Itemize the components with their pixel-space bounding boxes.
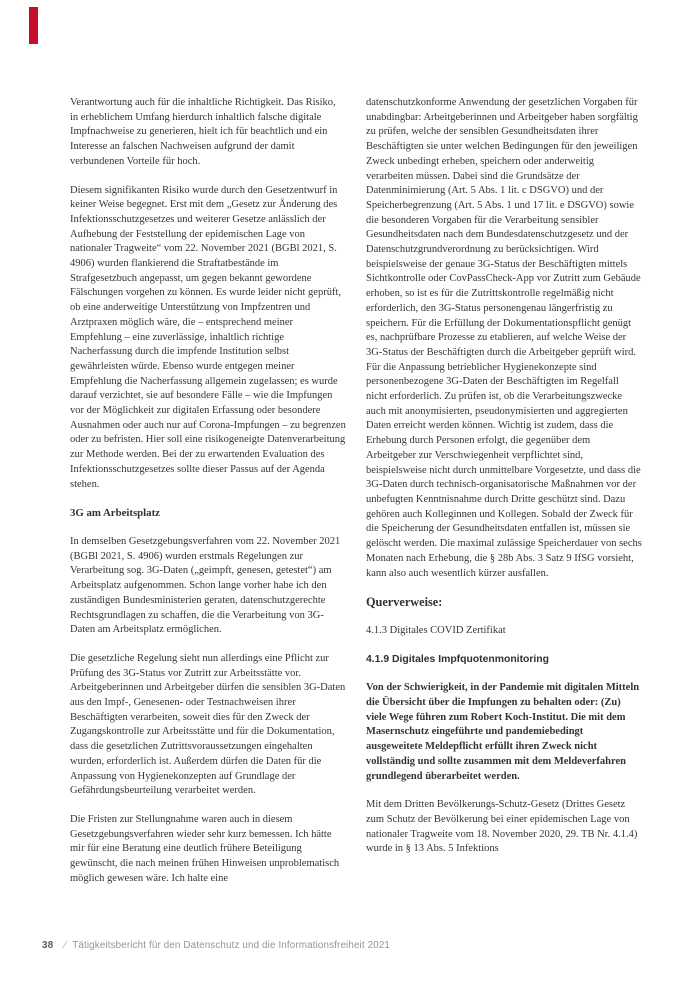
- paragraph: Verantwortung auch für die inhaltliche Richtigkeit. Das Risiko, in erheblichem Umfang hierdurch inhaltlich falsche digitale Impfnachweise zu generieren, hielt ich für beachtlich und ein Interesse an falschen Nachweisen aufgrund der damit verbundenen Vorteile für hoch.: [70, 97, 336, 167]
- paragraph: Diesem signifikanten Risiko wurde durch den Gesetzentwurf in keiner Weise begegnet. Erst mit dem „Gesetz zur Änderung des Infektionsschutzgesetzes und weiterer Gesetze anlässlich der Aufhebung der Feststellung der epidemischen Lage von nationaler Tragweite“ vom 22. November 2021 (BGBl 2021, S. 4906) wurden flankierend die Straftatbestände im Strafgesetzbuch angepasst, um gegen bekannt gewordene Fälschungen vorgehen zu können. Es wurde leider nicht geprüft, ob eine anderweitige Unterstützung von Impfzentren und Arztpraxen möglich wäre, die – entsprechend meiner Empfehlung – eine zuverlässige, inhaltlich richtige Nacherfassung durch die impfende Institution selbst gewährleisten würde. Ebenso wurde entgegen meiner Empfehlung die Nacherfassung allgemein zugelassen; es wurde darauf verzichtet, sie auf besondere Fälle – wie die Impfungen vor der Möglichkeit zur digitalen Erfassung oder besondere Ausnahmen oder auch nur auf Corona-Impfungen – zu begrenzen oder zu befristen. Hier soll eine risikogeneigte Datenverarbeitung zur Methode werden. Bei der zu erwartenden Evaluation des Infektionsschutzgesetzes sollte dieser Passus auf der Agenda stehen.: [70, 184, 346, 490]
- page-footer: [42, 940, 390, 952]
- crossref-item: 4.1.3 Digitales COVID Zertifikat: [366, 624, 506, 636]
- chapter-marker-tab: [29, 7, 38, 44]
- crossref-heading: Querverweise:: [366, 595, 443, 610]
- right-column: [366, 96, 642, 886]
- subsection-heading-3g-arbeitsplatz: 3G am Arbeitsplatz: [70, 507, 160, 520]
- text-columns: [70, 96, 642, 886]
- paragraph: Mit dem Dritten Bevölkerungs-Schutz-Gesetz (Drittes Gesetz zum Schutz der Bevölkerung bei einer epidemischen Lage von nationaler Tragweite vom 18. November 2020, 29. TB Nr. 4.1.4) wurde in § 13 Abs. 5 Infektions: [366, 799, 638, 855]
- page-number: 38: [42, 940, 54, 951]
- section-heading-419: 4.1.9 Digitales Impfquotenmonitoring: [366, 653, 550, 665]
- left-column: [70, 96, 346, 886]
- footer-report-title: Tätigkeitsbericht für den Datenschutz und die Informationsfreiheit 2021: [72, 940, 391, 951]
- paragraph: In demselben Gesetzgebungsverfahren vom 22. November 2021 (BGBl 2021, S. 4906) wurden erstmals Regelungen zur Verarbeitung sog. 3G-Daten („geimpft, genesen, getestet“) am Arbeitsplatz aufgenommen. Schon lange vorher habe ich den zuständigen Bundesministerien geraten, datenschutzgerechte Rechtsgrundlagen zu schaffen, die die Verarbeitung von 3G-Daten am Arbeitsplatz ermöglichen.: [70, 535, 341, 636]
- footer-slash-divider: /: [61, 940, 67, 951]
- lead-paragraph: Von der Schwierigkeit, in der Pandemie mit digitalen Mitteln die Übersicht über die Impfungen zu behalten oder: (Zu) viele Wege führen zum Robert Koch-Institut. Die mit dem Masernschutz eingeführte und pandemiebedingt ausgeweitete Meldepflicht erfüllt ihren Zweck nicht vollständig und sollte zusammen mit dem Meldeverfahren grundlegend überarbeitet werden.: [366, 682, 640, 782]
- paragraph: Die Fristen zur Stellungnahme waren auch in diesem Gesetzgebungsverfahren wieder sehr kurz bemessen. Ich hätte mir für eine Beratung eine deutlich frühere Beteiligung gewünscht, die nach meinen frühen Hinweisen unproblematisch möglich gewesen wäre. Ich halte eine: [70, 813, 340, 884]
- paragraph: datenschutzkonforme Anwendung der gesetzlichen Vorgaben für unabdingbar: Arbeitgeberinnen und Arbeitgeber haben sorgfältig zu prüfen, welche der sensiblen Gesundheitsdaten ihrer Beschäftigten sie unter welchen Bedingungen für den jeweiligen Zweck unbedingt erheben, speichern oder anderweitig verarbeiten müssen. Dabei sind die Grundsätze der Datenminimierung (Art. 5 Abs. 1 lit. c DSGVO) und der Speicherbegrenzung (Art. 5 Abs. 1 und 17 lit. e DSGVO) sowie die besonderen Vorgaben für die Verarbeitung sensibler Gesundheitsdaten nach dem Bundesdatenschutzgesetz und der Datenschutzgrundverordnung zu berücksichtigen. Wird beispielsweise der genaue 3G-Status der Beschäftigten mittels Sichtkontrolle oder CovPassCheck-App vor Zutritt zum Gebäude erhoben, so ist es für die Zutrittskontrolle regelmäßig nicht erforderlich, den 3G-Status personengenau längerfristig zu speichern. Für die Erfüllung der Dokumentationspflicht genügt es, nachprüfbare Prozesse zu etablieren, auf welche Weise der 3G-Status der Beschäftigten durch die Arbeitgeber geprüft wird. Für die Anpassung betrieblicher Hygienekonzepte sind personenbezogene 3G-Daten der Beschäftigten im Regelfall nicht erforderlich. Zu prüfen ist, ob die Verarbeitungszwecke auch mit anonymisierten, pseudonymisierten und aggregierten Daten erreicht werden können. Wichtig ist zudem, dass die Erhebung durch Personen erfolgt, die gegenüber dem Arbeitgeber zur Verschwiegenheit verpflichtet sind, beispielsweise nicht durch unmittelbare Vorgesetzte, und dass die 3G-Daten durch technisch-organisatorische Maßnahmen vor der unbefugten Kenntnisnahme durch Dritte geschützt sind. Dazu gehören auch Kolleginnen und Kollegen. Sobald der Zweck für die Speicherung der Gesundheitsdaten entfallen ist, müssen sie gelöscht werden. Die maximal zulässige Speicherdauer von sechs Monaten nach Erhebung, die § 28b Abs. 3 Satz 9 IfSG vorsieht, kann also auch wesentlich kürzer ausfallen.: [366, 97, 642, 579]
- paragraph: Die gesetzliche Regelung sieht nun allerdings eine Pflicht zur Prüfung des 3G-Status vor Zutritt zur Arbeitsstätte vor. Arbeitgeberinnen und Arbeitgeber dürfen die sensiblen 3G-Daten aus den Impf-, Genesenen- oder Testnachweisen ihrer Beschäftigten verarbeiten, soweit dies für den Zweck der Zugangskontrolle zur Arbeitsstätte und für die Dokumentation, dass die gesetzlichen Zutrittsvoraussetzungen eingehalten wurden, erforderlich ist. Außerdem dürfen die Daten für die Anpassung von Hygienekonzepten auf Grundlage der Gefährdungsbeurteilung verarbeitet werden.: [70, 652, 346, 797]
